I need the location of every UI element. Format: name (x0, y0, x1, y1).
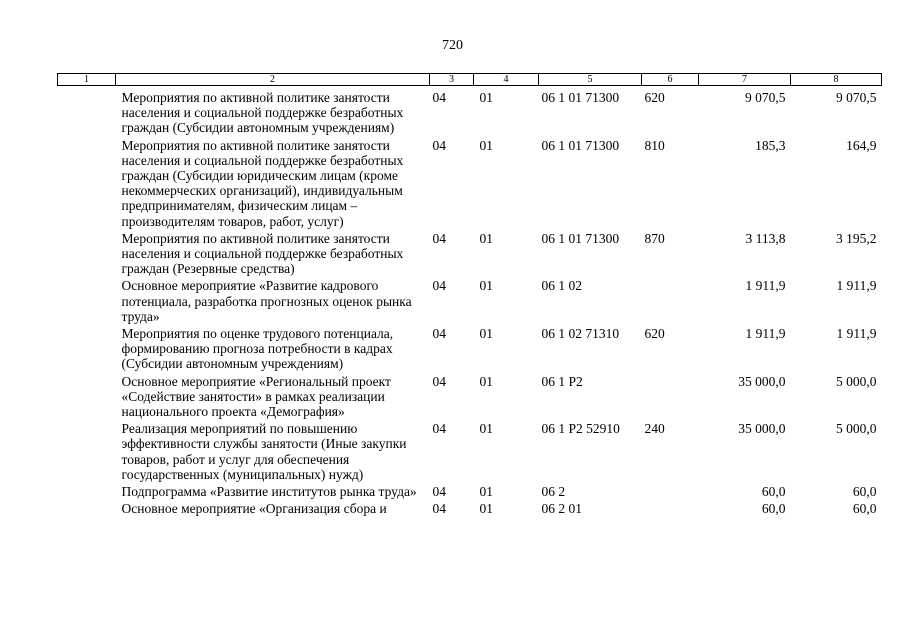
column-header: 6 (642, 74, 699, 86)
row-amount-2: 3 195,2 (836, 230, 877, 246)
row-amount-2: 5 000,0 (836, 421, 877, 437)
column-header: 5 (539, 74, 642, 86)
row-section: 04 (432, 230, 446, 246)
budget-table (57, 73, 882, 516)
row-name: Мероприятия по активной политике занятости населения и социальной поддержке безработных граждан (Субсидии автономным учреждениям) (121, 90, 404, 136)
column-header: 8 (791, 74, 882, 86)
table-row (58, 136, 882, 229)
row-section: 04 (432, 90, 446, 105)
row-name: Мероприятия по оценке трудового потенциала, формированию прогноза потребности в кадрах (Субсидии автономным учреждениям) (121, 326, 394, 372)
page-number: 720 (442, 38, 463, 53)
row-subsection: 01 (479, 90, 493, 105)
row-section: 04 (432, 326, 446, 342)
row-amount-1: 1 911,9 (745, 326, 786, 342)
column-header: 3 (430, 74, 474, 86)
column-header: 7 (699, 74, 791, 86)
row-expense-type (642, 482, 699, 499)
row-name: Подпрограмма «Развитие институтов рынка труда» (121, 484, 417, 500)
row-amount-1: 35 000,0 (738, 421, 786, 437)
row-subsection: 01 (479, 421, 493, 437)
row-amount-2: 9 070,5 (836, 90, 877, 105)
row-expense-type: 620 (644, 326, 665, 342)
row-amount-2: 1 911,9 (836, 278, 877, 294)
table-row (58, 86, 882, 136)
row-subsection: 01 (479, 484, 493, 500)
row-section: 04 (432, 137, 446, 153)
row-name: Основное мероприятие «Региональный проект «Содействие занятости» в рамках реализации национального проекта «Демография» (121, 373, 391, 420)
row-name: Мероприятия по активной политике занятости населения и социальной поддержке безработных граждан (Субсидии юридическим лицам (кроме некоммерческих организаций), индивидуальным предпринимателям, физическим лицам – производителям товаров, работ, услуг) (121, 137, 404, 229)
row-name: Реализация мероприятий по повышению эффективности службы занятости (Иные закупки товаров, работ и услуг для обеспечения государственных (муниципальных) нужд) (121, 421, 407, 482)
row-section: 04 (432, 421, 446, 437)
row-amount-1: 185,3 (755, 137, 786, 153)
row-section: 04 (432, 373, 446, 389)
row-target-article: 06 1 P2 52910 (541, 421, 620, 437)
row-amount-1: 3 113,8 (745, 230, 786, 246)
row-expense-type: 870 (644, 230, 665, 246)
row-amount-1: 60,0 (761, 484, 786, 500)
table-row (58, 419, 882, 482)
row-amount-1: 35 000,0 (738, 373, 786, 389)
row-target-article: 06 2 (541, 484, 566, 500)
row-target-article: 06 1 02 (541, 278, 582, 294)
table-row (58, 276, 882, 324)
table-row (58, 324, 882, 372)
row-expense-type: 810 (644, 137, 665, 153)
row-section: 04 (432, 501, 446, 517)
row-target-article: 06 1 01 71300 (541, 90, 620, 105)
row-subsection: 01 (479, 501, 493, 517)
row-name: Основное мероприятие «Организация сбора и (121, 501, 387, 517)
row-amount-2: 60,0 (852, 501, 877, 517)
column-header: 4 (474, 74, 539, 86)
row-name: Мероприятия по активной политике занятости населения и социальной поддержке безработных граждан (Резервные средства) (121, 230, 404, 277)
row-amount-2: 60,0 (852, 484, 877, 500)
row-target-article: 06 1 02 71310 (541, 326, 620, 342)
row-amount-2: 164,9 (846, 137, 877, 153)
row-subsection: 01 (479, 137, 493, 153)
row-amount-1: 60,0 (761, 501, 786, 517)
row-target-article: 06 1 01 71300 (541, 230, 620, 246)
column-number-row (58, 74, 882, 86)
row-subsection: 01 (479, 278, 493, 294)
row-subsection: 01 (479, 230, 493, 246)
row-target-article: 06 1 P2 (541, 373, 583, 389)
row-target-article: 06 2 01 (541, 501, 582, 517)
column-header: 2 (116, 74, 430, 86)
row-name: Основное мероприятие «Развитие кадрового потенциала, разработка прогнозных оценок рынка труда» (121, 278, 412, 324)
row-amount-1: 1 911,9 (745, 278, 786, 294)
column-header: 1 (58, 74, 116, 86)
row-target-article: 06 1 01 71300 (541, 137, 620, 153)
table-row (58, 499, 882, 516)
row-expense-type (642, 372, 699, 420)
row-amount-2: 1 911,9 (836, 326, 877, 342)
row-expense-type: 240 (644, 421, 665, 437)
row-amount-2: 5 000,0 (836, 373, 877, 389)
table-row (58, 229, 882, 277)
row-subsection: 01 (479, 326, 493, 342)
row-expense-type (642, 276, 699, 324)
table-row (58, 372, 882, 420)
row-expense-type: 620 (644, 90, 665, 105)
row-amount-1: 9 070,5 (745, 90, 786, 105)
row-expense-type (642, 499, 699, 516)
table-row (58, 482, 882, 499)
row-subsection: 01 (479, 373, 493, 389)
row-section: 04 (432, 484, 446, 500)
row-section: 04 (432, 278, 446, 294)
